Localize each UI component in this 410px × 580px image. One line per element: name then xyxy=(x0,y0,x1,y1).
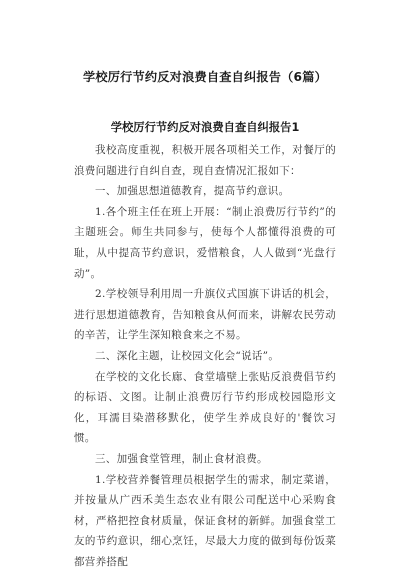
heading-three: 三、加强食堂管理，制止食材浪费。 xyxy=(95,452,268,465)
paragraph-1-2: 2.学校领导利用周一升旗仪式国旗下讲话的机会，进行思想道德教育，告知粮食从何而来，讲解农民劳动的辛苦，让学生深知粮食来之不易。 xyxy=(74,288,336,342)
paragraph-intro: 我校高度重视，积极开展各项相关工作，对餐厅的浪费问题进行自纠自查，现自查情况汇报如下： xyxy=(74,144,336,177)
heading-two: 二、深化主题，让校园文化会“说话”。 xyxy=(95,349,280,362)
paragraph-3-1: 1.学校营养餐管理员根据学生的需求，制定菜谱，并按量从广西禾美生态农业有限公司配送中心采购食材，严格把控食材质量，保证食材的新鲜。加强食堂工友的节约意识，细心烹饪，尽最大力度的做到每份饭菜都营养搭配 xyxy=(74,473,336,568)
document-title: 学校厉行节约反对浪费自查自纠报告（6篇） xyxy=(82,70,328,84)
paragraph-1-1: 1.各个班主任在班上开展：“制止浪费厉行节约”的主题班会。师生共同参与，使每个人都懂得浪费的可耻，从中提高节约意识，爱惜粮食，人人做到“光盘行动”。 xyxy=(74,205,336,280)
heading-one: 一、加强思想道德教育，提高节约意识。 xyxy=(95,185,290,198)
document-body xyxy=(74,140,336,572)
section-title: 学校厉行节约反对浪费自查自纠报告1 xyxy=(110,121,300,134)
paragraph-2: 在学校的文化长廊、食堂墙壁上张贴反浪费倡节约的标语、文图。让制止浪费厉行节约形成校园隐形文化，耳濡目染潜移默化，使学生养成良好的'餐饮习惯。 xyxy=(74,370,336,445)
